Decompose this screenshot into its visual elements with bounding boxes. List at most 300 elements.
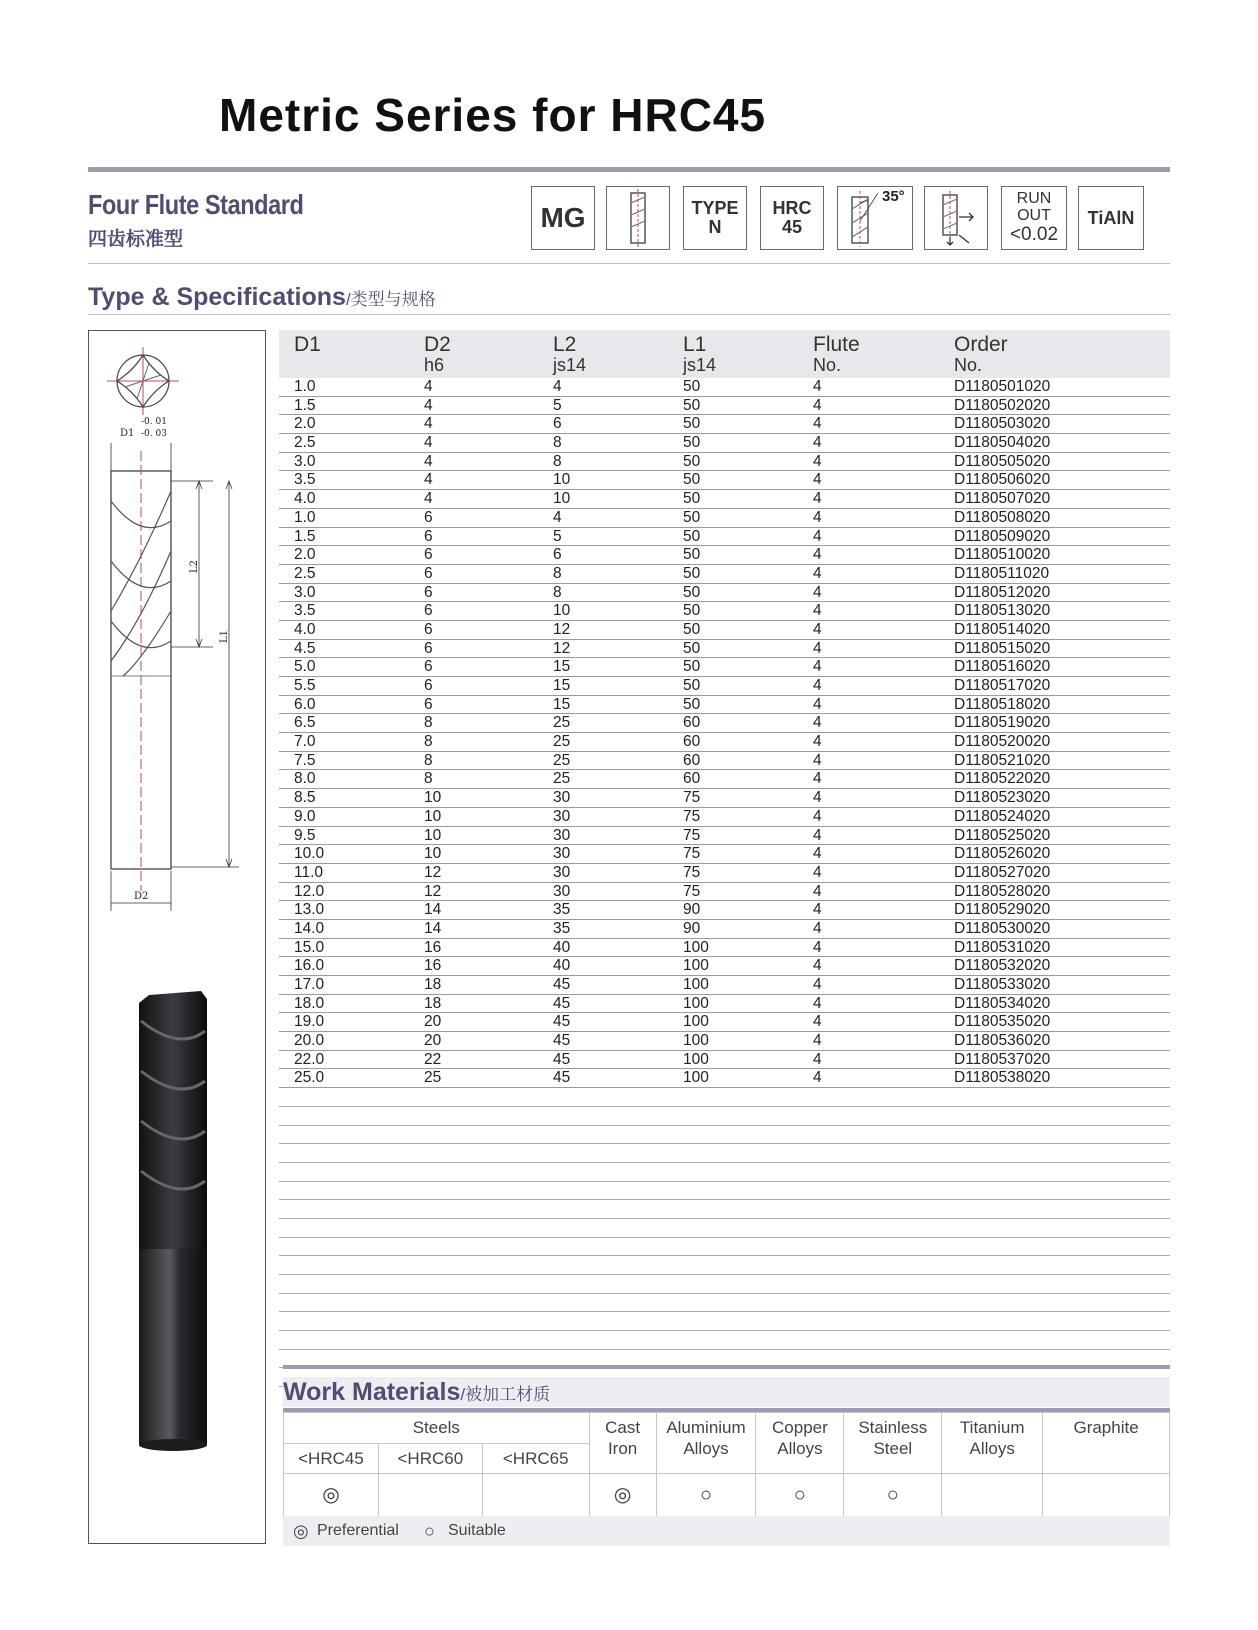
cell-flute: 4 xyxy=(813,602,822,620)
cell-order-no: D1180527020 xyxy=(954,863,1051,881)
cell-order-no: D1180505020 xyxy=(954,452,1051,470)
cell-order-no: D1180538020 xyxy=(954,1069,1051,1087)
table-row xyxy=(279,621,1170,640)
mg-badge-label: MG xyxy=(540,202,586,234)
cell-d2: 6 xyxy=(424,527,433,545)
cell-d1: 22.0 xyxy=(294,1050,325,1068)
cell-l1: 50 xyxy=(683,677,701,694)
cell-d2: 14 xyxy=(424,919,442,937)
end-mill-icon xyxy=(607,187,669,249)
cell-l2: 40 xyxy=(553,938,571,956)
table-row xyxy=(279,939,1170,958)
rating-copper: ○ xyxy=(756,1474,844,1517)
table-row xyxy=(279,378,1170,397)
aluminium-header: Aluminium Alloys xyxy=(656,1413,756,1474)
cell-order-no: D1180520020 xyxy=(954,733,1051,751)
cell-l1: 75 xyxy=(683,845,701,863)
cell-l2: 45 xyxy=(553,1069,571,1087)
drawing-d1-label: D1 xyxy=(120,428,135,439)
cell-d1: 9.0 xyxy=(294,807,316,825)
table-row xyxy=(279,602,1170,621)
cell-order-no: D1180525020 xyxy=(954,826,1051,844)
mg-badge xyxy=(531,186,595,250)
table-row xyxy=(279,733,1170,752)
runout-badge-value: <0.02 xyxy=(1009,223,1059,245)
cell-flute: 4 xyxy=(813,490,822,508)
cell-order-no: D1180507020 xyxy=(954,490,1051,508)
copper-header: Copper Alloys xyxy=(756,1413,844,1474)
table-row xyxy=(279,770,1170,789)
cell-l2: 8 xyxy=(553,583,562,601)
drawing-d2-label: D2 xyxy=(134,891,149,902)
cell-l1: 50 xyxy=(683,378,701,395)
cast-iron-header: Cast Iron xyxy=(589,1413,656,1474)
page-title: Metric Series for HRC45 xyxy=(219,89,767,141)
helix-angle-badge xyxy=(837,186,913,250)
cell-l1: 100 xyxy=(683,1050,709,1068)
table-row xyxy=(279,434,1170,453)
cell-d2: 4 xyxy=(424,452,433,470)
cell-l1: 60 xyxy=(683,733,701,751)
coating-badge-label: TiAlN xyxy=(1087,207,1135,228)
cell-d1: 6.5 xyxy=(294,714,316,732)
specs-section-title xyxy=(88,283,436,312)
cell-flute: 4 xyxy=(813,527,822,545)
tool-drawing-panel xyxy=(88,330,266,1544)
cell-d1: 8.0 xyxy=(294,770,316,788)
cell-d2: 4 xyxy=(424,415,433,433)
cell-l2: 30 xyxy=(553,882,571,900)
rating-aluminium: ○ xyxy=(656,1474,756,1517)
suitable-label: Suitable xyxy=(448,1522,506,1539)
cell-flute: 4 xyxy=(813,378,822,395)
cell-d1: 9.5 xyxy=(294,826,316,844)
rating-legend xyxy=(283,1516,1170,1546)
end-view-icon xyxy=(107,347,179,415)
cell-d2: 20 xyxy=(424,1032,442,1050)
cell-order-no: D1180534020 xyxy=(954,994,1051,1012)
cell-flute: 4 xyxy=(813,415,822,433)
cell-d2: 6 xyxy=(424,602,433,620)
cell-d1: 13.0 xyxy=(294,901,325,919)
cell-order-no: D1180536020 xyxy=(954,1032,1051,1050)
table-row xyxy=(279,1013,1170,1032)
cell-d2: 16 xyxy=(424,957,442,975)
table-row xyxy=(279,696,1170,715)
cell-l2: 15 xyxy=(553,677,571,694)
cell-l2: 5 xyxy=(553,527,562,545)
spec-table xyxy=(279,330,1170,1387)
table-row xyxy=(279,957,1170,976)
cell-d2: 6 xyxy=(424,620,433,638)
cell-d1: 6.0 xyxy=(294,695,316,713)
cell-d1: 17.0 xyxy=(294,976,325,993)
cell-l2: 12 xyxy=(553,620,571,638)
cell-order-no: D1180508020 xyxy=(954,508,1051,526)
cell-d2: 6 xyxy=(424,508,433,526)
cell-order-no: D1180528020 xyxy=(954,882,1051,900)
table-row xyxy=(279,883,1170,902)
blank-row xyxy=(279,1107,1170,1126)
cell-l2: 10 xyxy=(553,471,571,489)
cell-l2: 45 xyxy=(553,976,571,993)
cell-l2: 15 xyxy=(553,658,571,676)
cell-l1: 60 xyxy=(683,770,701,788)
cell-flute: 4 xyxy=(813,919,822,937)
cell-d1: 25.0 xyxy=(294,1069,325,1087)
cell-l1: 60 xyxy=(683,751,701,769)
hrc-badge xyxy=(760,186,824,250)
cell-l1: 50 xyxy=(683,434,701,452)
cell-l1: 75 xyxy=(683,789,701,807)
cell-flute: 4 xyxy=(813,751,822,769)
cell-flute: 4 xyxy=(813,1013,822,1031)
table-row xyxy=(279,976,1170,995)
rating-titanium xyxy=(942,1474,1043,1517)
table-row xyxy=(279,995,1170,1014)
cell-d1: 12.0 xyxy=(294,882,325,900)
cell-l1: 50 xyxy=(683,415,701,433)
cell-l2: 40 xyxy=(553,957,571,975)
cell-l1: 50 xyxy=(683,639,701,657)
header-l1: L1 js14 xyxy=(683,333,717,375)
helix-angle-value: 35° xyxy=(882,188,905,205)
table-row xyxy=(279,752,1170,771)
cell-order-no: D1180513020 xyxy=(954,602,1051,620)
cell-l1: 50 xyxy=(683,471,701,489)
straight-shank-badge xyxy=(606,186,670,250)
runout-badge xyxy=(1001,186,1067,250)
header-d2: D2 h6 xyxy=(424,333,451,375)
cell-l2: 45 xyxy=(553,994,571,1012)
rating-hrc65 xyxy=(482,1474,589,1517)
cell-d2: 4 xyxy=(424,378,433,395)
cell-l2: 30 xyxy=(553,807,571,825)
cell-d1: 10.0 xyxy=(294,845,325,863)
cell-d1: 2.5 xyxy=(294,564,316,582)
cell-l1: 100 xyxy=(683,1069,709,1087)
runout-badge-line2: OUT xyxy=(1017,207,1051,225)
cell-l1: 75 xyxy=(683,863,701,881)
blank-row xyxy=(279,1163,1170,1182)
cell-l2: 25 xyxy=(553,714,571,732)
cell-l2: 25 xyxy=(553,770,571,788)
cell-flute: 4 xyxy=(813,863,822,881)
cell-d1: 16.0 xyxy=(294,957,325,975)
blank-row xyxy=(279,1144,1170,1163)
spec-table-body xyxy=(279,378,1170,1387)
blank-row xyxy=(279,1238,1170,1257)
cell-flute: 4 xyxy=(813,733,822,751)
work-materials-title-cn: /被加工材质 xyxy=(460,1385,551,1404)
cell-flute: 4 xyxy=(813,976,822,993)
table-row xyxy=(279,808,1170,827)
cell-l1: 50 xyxy=(683,620,701,638)
blank-row xyxy=(279,1200,1170,1219)
table-row xyxy=(279,1032,1170,1051)
cell-l1: 60 xyxy=(683,714,701,732)
cell-l2: 25 xyxy=(553,733,571,751)
cell-d1: 3.0 xyxy=(294,452,316,470)
cell-d2: 18 xyxy=(424,994,442,1012)
rating-stainless: ○ xyxy=(844,1474,942,1517)
cell-l2: 8 xyxy=(553,434,562,452)
cell-flute: 4 xyxy=(813,583,822,601)
cell-l1: 75 xyxy=(683,826,701,844)
cell-d2: 8 xyxy=(424,714,433,732)
technical-drawing xyxy=(89,331,265,1543)
cell-d1: 7.5 xyxy=(294,751,316,769)
cell-d2: 8 xyxy=(424,733,433,751)
cell-d1: 11.0 xyxy=(294,863,324,881)
blank-row xyxy=(279,1126,1170,1145)
cell-order-no: D1180523020 xyxy=(954,789,1051,807)
cell-order-no: D1180506020 xyxy=(954,471,1051,489)
cell-l1: 50 xyxy=(683,508,701,526)
table-row xyxy=(279,584,1170,603)
cell-l1: 100 xyxy=(683,976,709,993)
cell-order-no: D1180516020 xyxy=(954,658,1051,676)
cell-flute: 4 xyxy=(813,901,822,919)
suitable-icon: ○ xyxy=(424,1521,435,1541)
cell-flute: 4 xyxy=(813,396,822,414)
cell-flute: 4 xyxy=(813,1032,822,1050)
work-materials-title xyxy=(283,1377,1170,1407)
cell-flute: 4 xyxy=(813,770,822,788)
cell-l1: 50 xyxy=(683,546,701,564)
cell-l1: 50 xyxy=(683,564,701,582)
work-materials-top-rule xyxy=(283,1365,1170,1369)
rating-hrc45: ◎ xyxy=(284,1474,379,1517)
specs-title-cn: /类型与规格 xyxy=(345,290,436,309)
cell-d1: 18.0 xyxy=(294,994,325,1012)
cell-l1: 100 xyxy=(683,1013,709,1031)
cell-l1: 50 xyxy=(683,527,701,545)
preferential-label: Preferential xyxy=(317,1522,399,1539)
cell-flute: 4 xyxy=(813,639,822,657)
cell-l2: 45 xyxy=(553,1050,571,1068)
cell-d2: 6 xyxy=(424,564,433,582)
cell-d2: 18 xyxy=(424,976,442,993)
cell-d1: 1.0 xyxy=(294,508,316,526)
cell-l2: 8 xyxy=(553,452,562,470)
cell-l2: 30 xyxy=(553,789,571,807)
type-badge xyxy=(683,186,747,250)
blank-row xyxy=(279,1088,1170,1107)
header-l2: L2 js14 xyxy=(553,333,587,375)
cell-d1: 1.0 xyxy=(294,378,316,395)
cell-order-no: D1180537020 xyxy=(954,1050,1051,1068)
cell-d1: 3.0 xyxy=(294,583,316,601)
cell-l1: 50 xyxy=(683,452,701,470)
table-row xyxy=(279,528,1170,547)
cell-d1: 7.0 xyxy=(294,733,316,751)
rating-hrc60 xyxy=(378,1474,482,1517)
cell-d1: 14.0 xyxy=(294,919,325,937)
header-divider xyxy=(88,263,1170,264)
cell-d2: 14 xyxy=(424,901,442,919)
cell-order-no: D1180501020 xyxy=(954,378,1051,395)
cell-flute: 4 xyxy=(813,658,822,676)
cell-d1: 1.5 xyxy=(294,527,316,545)
cell-flute: 4 xyxy=(813,564,822,582)
blank-row xyxy=(279,1256,1170,1275)
top-divider xyxy=(88,167,1170,172)
cell-d1: 15.0 xyxy=(294,938,325,956)
table-row xyxy=(279,845,1170,864)
cell-order-no: D1180514020 xyxy=(954,620,1051,638)
cell-d1: 20.0 xyxy=(294,1032,325,1050)
cell-flute: 4 xyxy=(813,994,822,1012)
cell-d2: 8 xyxy=(424,751,433,769)
table-row xyxy=(279,640,1170,659)
cell-d2: 20 xyxy=(424,1013,442,1031)
cell-flute: 4 xyxy=(813,452,822,470)
table-row xyxy=(279,471,1170,490)
cell-l2: 6 xyxy=(553,415,562,433)
cell-l2: 8 xyxy=(553,564,562,582)
cell-d1: 1.5 xyxy=(294,396,316,414)
cell-d1: 19.0 xyxy=(294,1013,325,1031)
cell-order-no: D1180519020 xyxy=(954,714,1051,732)
cell-order-no: D1180530020 xyxy=(954,919,1051,937)
cell-l2: 35 xyxy=(553,901,571,919)
cell-d1: 8.5 xyxy=(294,789,316,807)
cell-d2: 4 xyxy=(424,471,433,489)
cell-order-no: D1180529020 xyxy=(954,901,1051,919)
cell-d2: 4 xyxy=(424,434,433,452)
cell-l2: 25 xyxy=(553,751,571,769)
cell-l1: 75 xyxy=(683,882,701,900)
work-materials-title-text: Work Materials xyxy=(283,1378,461,1406)
section-divider xyxy=(88,314,1170,315)
table-row xyxy=(279,1069,1170,1088)
cell-d2: 22 xyxy=(424,1050,442,1068)
cell-d1: 3.5 xyxy=(294,602,316,620)
cell-flute: 4 xyxy=(813,882,822,900)
cutting-direction-badge xyxy=(924,186,988,250)
type-badge-value: N xyxy=(708,217,722,237)
cell-l1: 90 xyxy=(683,901,701,919)
cell-d2: 8 xyxy=(424,770,433,788)
table-row xyxy=(279,565,1170,584)
cell-order-no: D1180504020 xyxy=(954,434,1051,452)
cell-d2: 10 xyxy=(424,845,442,863)
cell-d2: 25 xyxy=(424,1069,442,1087)
cell-l1: 50 xyxy=(683,490,701,508)
cell-l1: 90 xyxy=(683,919,701,937)
cell-l2: 12 xyxy=(553,639,571,657)
cell-l1: 100 xyxy=(683,994,709,1012)
cell-d1: 2.0 xyxy=(294,546,316,564)
cell-l1: 75 xyxy=(683,807,701,825)
cell-l1: 50 xyxy=(683,695,701,713)
cell-flute: 4 xyxy=(813,695,822,713)
cell-order-no: D1180512020 xyxy=(954,583,1051,601)
cell-l2: 30 xyxy=(553,826,571,844)
cell-d1: 4.0 xyxy=(294,620,316,638)
cell-d1: 2.5 xyxy=(294,434,316,452)
cell-d2: 4 xyxy=(424,396,433,414)
table-row xyxy=(279,677,1170,696)
hrc-badge-label: HRC xyxy=(772,198,812,219)
cell-order-no: D1180515020 xyxy=(954,639,1051,657)
cell-flute: 4 xyxy=(813,677,822,694)
cell-flute: 4 xyxy=(813,826,822,844)
cell-l1: 100 xyxy=(683,957,709,975)
cell-order-no: D1180522020 xyxy=(954,770,1051,788)
cell-order-no: D1180526020 xyxy=(954,845,1051,863)
drawing-tol-lower: -0. 03 xyxy=(141,429,167,439)
header-d1: D1 xyxy=(294,333,321,356)
rating-cast-iron: ◎ xyxy=(589,1474,656,1517)
cell-l2: 6 xyxy=(553,546,562,564)
cell-l2: 35 xyxy=(553,919,571,937)
cell-order-no: D1180524020 xyxy=(954,807,1051,825)
drawing-tol-upper: -0. 01 xyxy=(141,417,167,427)
hrc65-header: <HRC65 xyxy=(482,1444,589,1474)
cell-d2: 6 xyxy=(424,546,433,564)
end-mill-photo xyxy=(139,991,207,1451)
runout-badge-line1: RUN xyxy=(1016,190,1052,208)
cell-flute: 4 xyxy=(813,434,822,452)
cutting-direction-icon xyxy=(925,187,987,249)
blank-row xyxy=(279,1331,1170,1350)
cell-d2: 12 xyxy=(424,863,442,881)
cell-flute: 4 xyxy=(813,938,822,956)
blank-row xyxy=(279,1182,1170,1201)
cell-order-no: D1180511020 xyxy=(954,564,1050,582)
cell-d1: 4.0 xyxy=(294,490,316,508)
cell-flute: 4 xyxy=(813,845,822,863)
cell-d2: 10 xyxy=(424,826,442,844)
cell-d1: 3.5 xyxy=(294,471,316,489)
specs-title: Type & Specifications xyxy=(88,283,346,311)
spec-table-header xyxy=(279,330,1170,378)
table-row xyxy=(279,658,1170,677)
cell-order-no: D1180503020 xyxy=(954,415,1051,433)
cell-flute: 4 xyxy=(813,471,822,489)
cell-l1: 100 xyxy=(683,938,709,956)
cell-order-no: D1180532020 xyxy=(954,957,1051,975)
cell-d2: 6 xyxy=(424,658,433,676)
rating-graphite xyxy=(1043,1474,1170,1517)
hrc60-header: <HRC60 xyxy=(378,1444,482,1474)
hrc-badge-value: 45 xyxy=(781,217,803,237)
table-row xyxy=(279,789,1170,808)
cell-d2: 6 xyxy=(424,583,433,601)
cell-order-no: D1180521020 xyxy=(954,751,1051,769)
series-name-cn: 四齿标准型 xyxy=(88,229,184,250)
blank-row xyxy=(279,1275,1170,1294)
cell-l1: 50 xyxy=(683,583,701,601)
cell-d2: 6 xyxy=(424,677,433,694)
cell-flute: 4 xyxy=(813,620,822,638)
cell-order-no: D1180518020 xyxy=(954,695,1051,713)
hrc45-header: <HRC45 xyxy=(284,1444,379,1474)
cell-d1: 5.0 xyxy=(294,658,316,676)
cell-order-no: D1180533020 xyxy=(954,976,1051,993)
cell-order-no: D1180517020 xyxy=(954,677,1051,694)
cell-l2: 5 xyxy=(553,396,562,414)
graphite-header: Graphite xyxy=(1043,1413,1170,1474)
drawing-l1-label: L1 xyxy=(219,629,231,644)
cell-d2: 16 xyxy=(424,938,442,956)
blank-row xyxy=(279,1294,1170,1313)
table-row xyxy=(279,397,1170,416)
cell-order-no: D1180535020 xyxy=(954,1013,1051,1031)
cell-l2: 15 xyxy=(553,695,571,713)
